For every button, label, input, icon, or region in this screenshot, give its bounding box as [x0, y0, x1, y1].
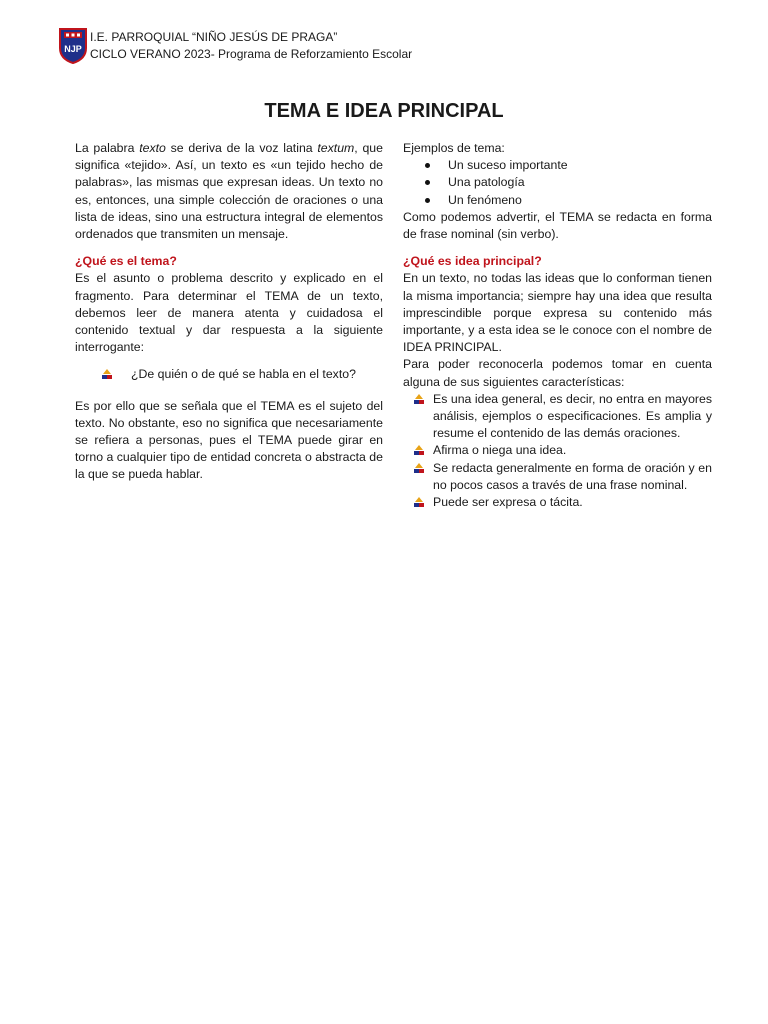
characteristics-list — [403, 391, 712, 511]
idea-principal-definition: En un texto, no todas las ideas que lo conforman tienen la misma importancia; siempre hay una idea que resulta imprescindible porque expresa su contenido más importante, y a esta idea se le conoce con el nombre de IDEA PRINCIPAL. — [403, 271, 712, 355]
bullet-arrow-icon — [413, 496, 425, 508]
section-heading-idea-principal: ¿Qué es idea principal? — [403, 254, 542, 269]
list-item: Se redacta generalmente en forma de oración y en no pocos casos a través de una frase nominal. — [413, 460, 712, 494]
list-item: Una patología — [425, 174, 712, 191]
list-item: Un fenómeno — [425, 192, 712, 209]
bullet-dot-icon — [425, 180, 430, 185]
school-name: I.E. PARROQUIAL “NIÑO JESÚS DE PRAGA” — [90, 30, 338, 44]
list-item: Puede ser expresa o tácita. — [413, 494, 712, 511]
crest-text: NJP — [64, 44, 82, 54]
bullet-arrow-icon — [413, 462, 425, 474]
bullet-arrow-icon — [413, 393, 425, 405]
bullet-dot-icon — [425, 163, 430, 168]
intro-paragraph: La palabra texto se deriva de la voz latina textum, que significa «tejido». Así, un texto es «un tejido hecho de palabras», las mismas que expresan ideas. Un texto no es, entonces, una simple colección de oraciones o una lista de ideas, sino una estructura integral de elementos ordenados que transmiten un mensaje. — [75, 141, 383, 242]
bullet-arrow-icon — [413, 444, 425, 456]
section-heading-tema: ¿Qué es el tema? — [75, 254, 177, 269]
term-texto: texto — [139, 141, 166, 155]
term-textum: textum — [317, 141, 355, 155]
characteristics-intro: Para poder reconocerla podemos tomar en cuenta alguna de sus siguientes características: — [403, 357, 712, 389]
right-column — [403, 140, 712, 511]
examples-list — [403, 157, 712, 209]
left-column — [75, 140, 383, 484]
question-text: ¿De quién o de qué se habla en el texto? — [131, 367, 356, 382]
examples-label: Ejemplos de tema: — [403, 141, 505, 155]
program-name: CICLO VERANO 2023- Programa de Reforzamiento Escolar — [90, 47, 413, 61]
tema-definition: Es el asunto o problema descrito y explicado en el fragmento. Para determinar el TEMA de un texto, debemos leer de manera atenta y cuidadosa el contenido textual y dar respuesta a la siguiente interrogante: — [75, 271, 383, 355]
list-item: Es una idea general, es decir, no entra en mayores análisis, ejemplos o especificaciones. Es amplia y resume el contenido de las demás oraciones. — [413, 391, 712, 443]
guiding-question — [101, 366, 383, 383]
school-crest-icon — [58, 26, 88, 64]
list-item: Un suceso importante — [425, 157, 712, 174]
tema-closing-paragraph: Es por ello que se señala que el TEMA es el sujeto del texto. No obstante, eso no significa que necesariamente se refiera a personas, pues el TEMA puede girar en torno a cualquier tipo de entidad concreta o abstracta de la que se pueda hablar. — [75, 398, 383, 482]
bullet-arrow-icon — [101, 368, 113, 380]
bullet-dot-icon — [425, 198, 430, 203]
list-item: Afirma o niega una idea. — [413, 442, 712, 459]
page-title: TEMA E IDEA PRINCIPAL — [264, 100, 504, 122]
tema-note: Como podemos advertir, el TEMA se redacta en forma de frase nominal (sin verbo). — [403, 209, 712, 242]
